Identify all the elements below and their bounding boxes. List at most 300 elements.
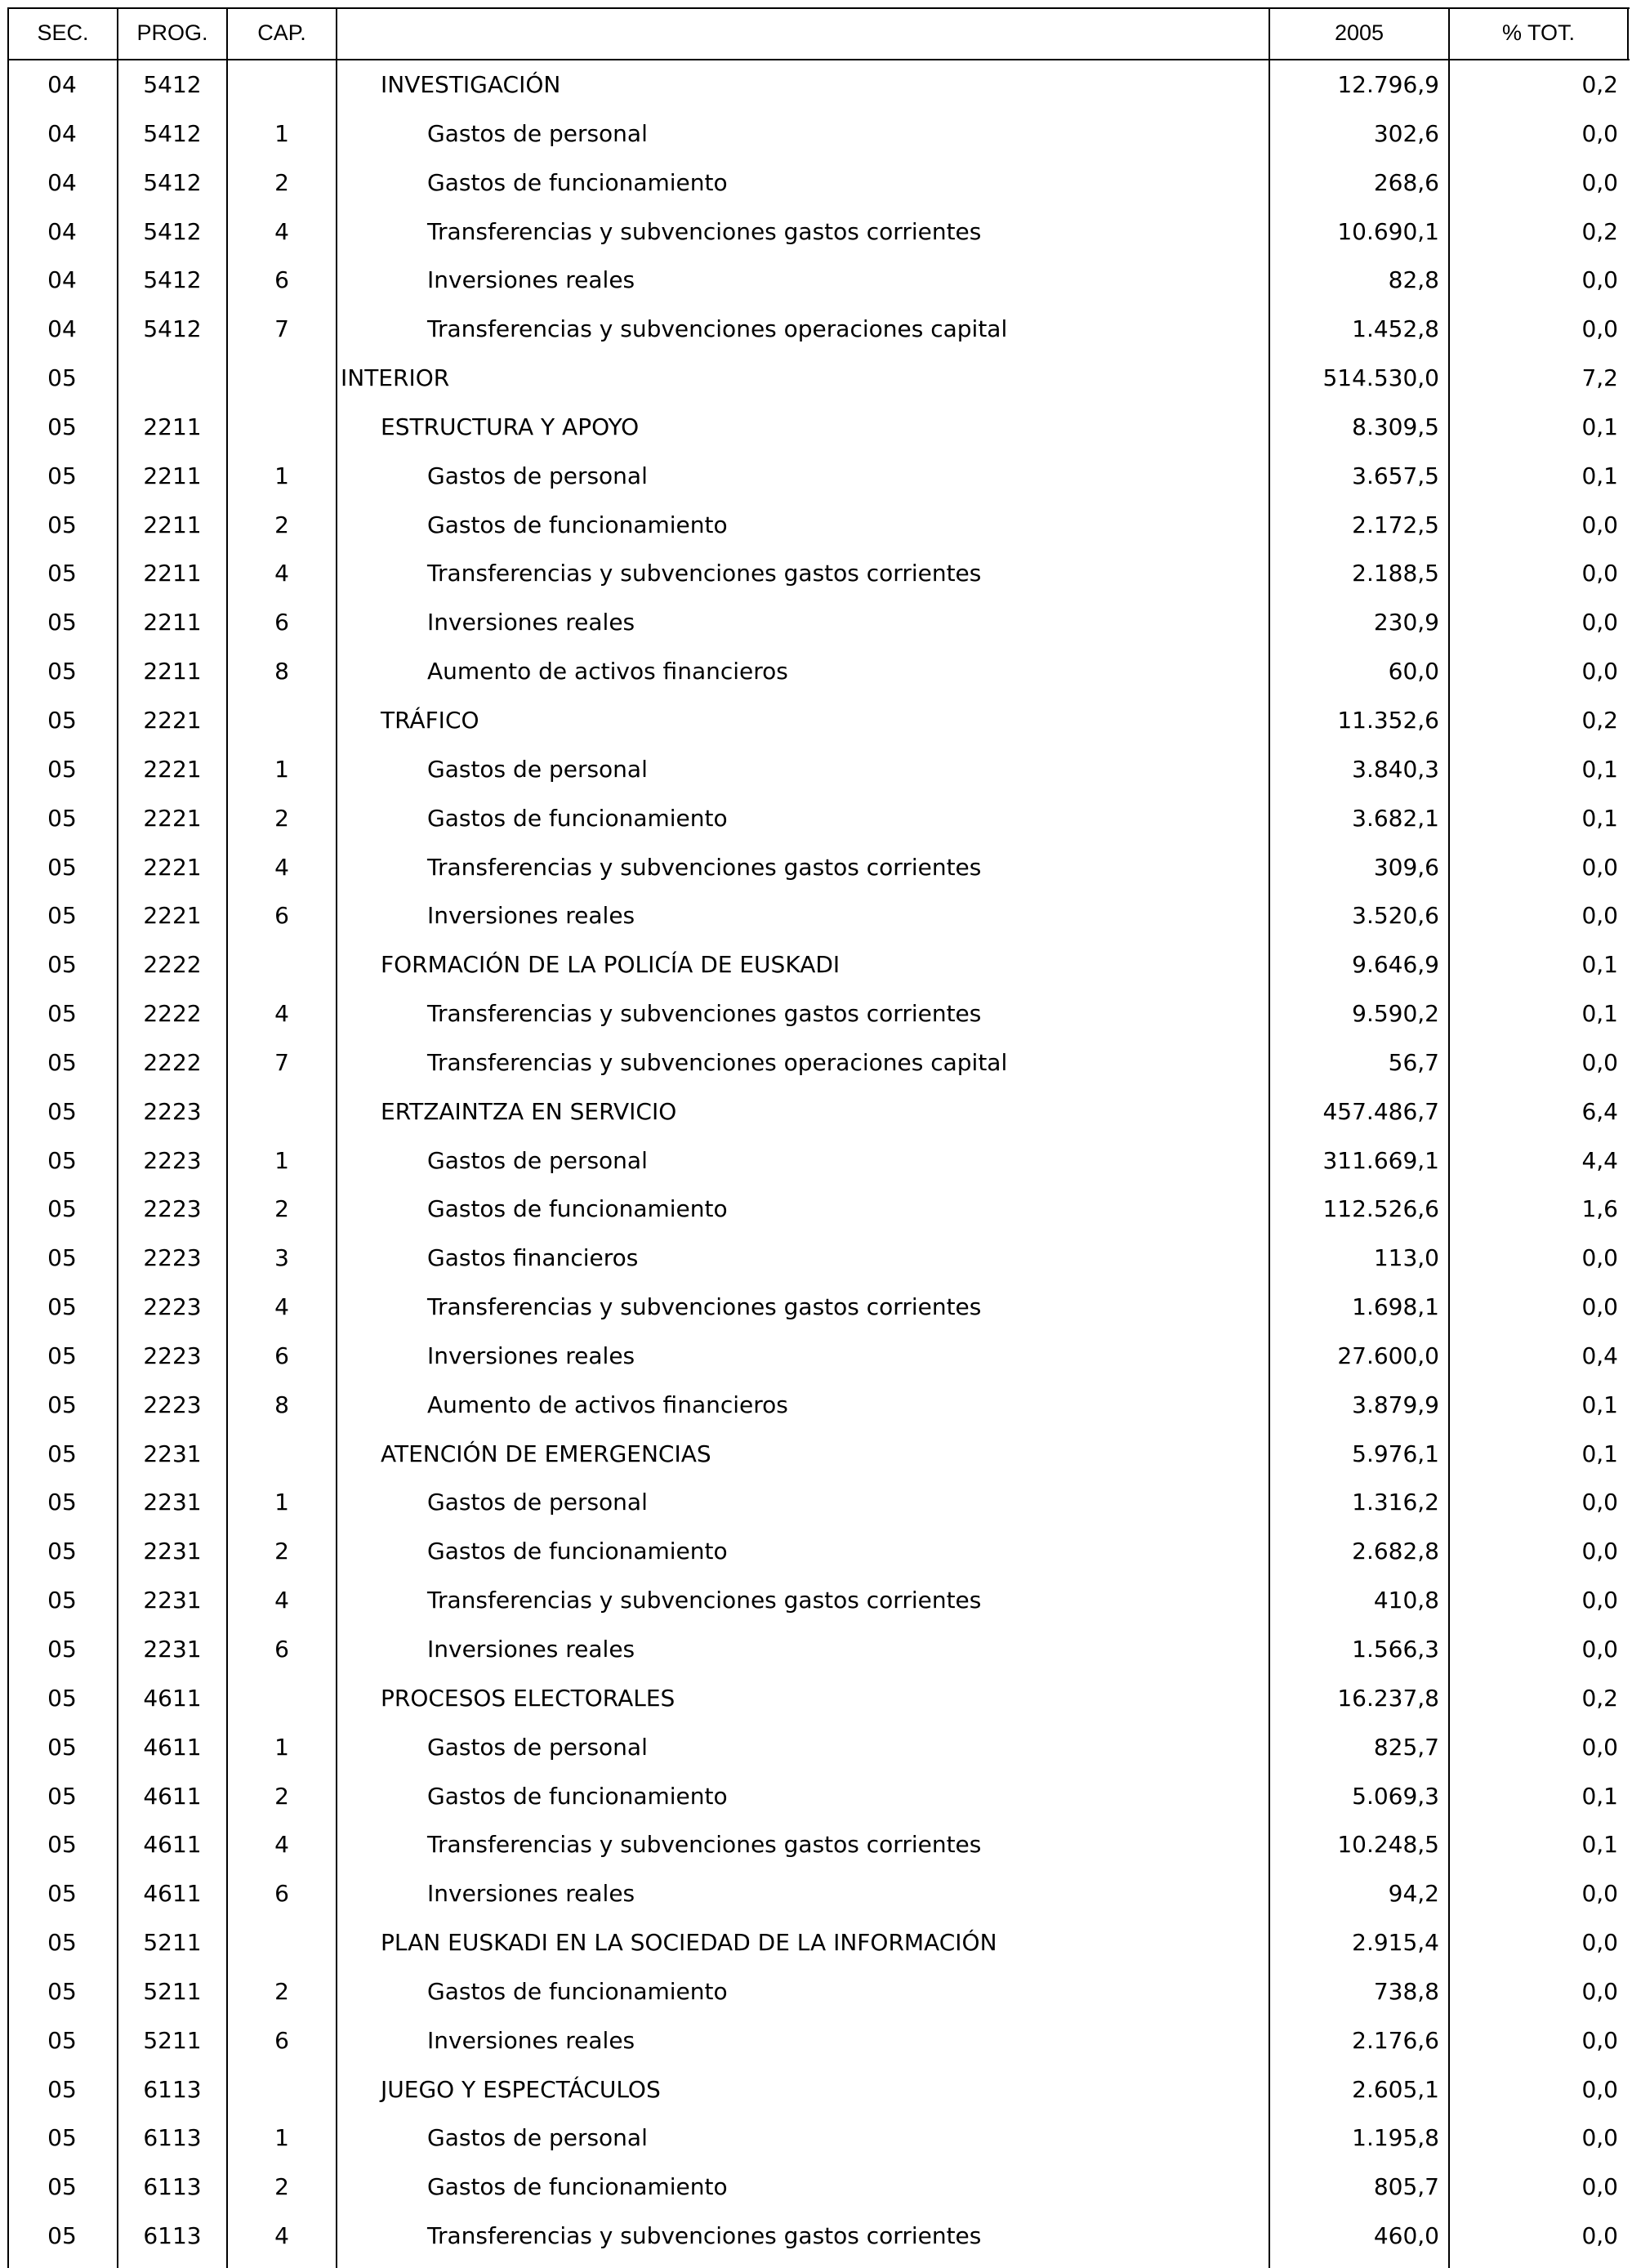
- cell-percent-total: 0,1: [1581, 1782, 1618, 1810]
- cell-description: Gastos de funcionamiento: [427, 804, 728, 832]
- cell-sec: 05: [47, 1977, 77, 2005]
- cell-amount-2005: 3.657,5: [1352, 462, 1439, 489]
- table-row: [7, 1918, 1630, 1967]
- cell-description: Gastos de personal: [427, 1733, 648, 1761]
- cell-prog: 2223: [143, 1391, 202, 1418]
- cell-prog: 2211: [143, 511, 202, 538]
- cell-cap: 7: [274, 1048, 289, 1076]
- cell-description: TRÁFICO: [381, 706, 479, 734]
- cell-cap: 6: [274, 1880, 289, 1908]
- cell-description: Transferencias y subvenciones operaciones capital: [427, 1048, 1008, 1076]
- cell-description: Transferencias y subvenciones gastos corrientes: [427, 217, 982, 245]
- cell-prog: 2221: [143, 902, 202, 930]
- cell-description: Gastos de funcionamiento: [427, 1538, 728, 1565]
- cell-sec: 05: [47, 2173, 77, 2201]
- cell-percent-total: 0,0: [1581, 2222, 1618, 2250]
- cell-sec: 05: [47, 462, 77, 489]
- cell-sec: 05: [47, 658, 77, 685]
- table-row: [7, 1283, 1630, 1332]
- cell-cap: 6: [274, 2026, 289, 2054]
- table-row: [7, 354, 1630, 403]
- table-row: [7, 1527, 1630, 1576]
- cell-sec: 05: [47, 560, 77, 587]
- cell-cap: 2: [274, 804, 289, 832]
- cell-description: Inversiones reales: [427, 266, 635, 294]
- cell-percent-total: 0,0: [1581, 560, 1618, 587]
- table-row: [7, 2163, 1630, 2212]
- cell-sec: 05: [47, 1831, 77, 1859]
- cell-cap: 1: [274, 1489, 289, 1516]
- cell-cap: 8: [274, 658, 289, 685]
- cell-description: INTERIOR: [341, 364, 450, 392]
- cell-sec: 05: [47, 1538, 77, 1565]
- cell-description: PROCESOS ELECTORALES: [381, 1684, 676, 1712]
- cell-prog: 2211: [143, 658, 202, 685]
- cell-prog: 2223: [143, 1097, 202, 1125]
- cell-percent-total: 0,0: [1581, 853, 1618, 881]
- cell-prog: 5211: [143, 1929, 202, 1957]
- cell-cap: [228, 1430, 336, 1479]
- cell-sec: 05: [47, 364, 77, 392]
- table-row: [7, 647, 1630, 696]
- cell-amount-2005: 3.879,9: [1352, 1391, 1439, 1418]
- cell-sec: 05: [47, 1391, 77, 1418]
- cell-prog: 2221: [143, 706, 202, 734]
- cell-percent-total: 0,0: [1581, 1048, 1618, 1076]
- cell-prog: 2223: [143, 1195, 202, 1223]
- budget-table: [7, 7, 1630, 2268]
- cell-prog: 5412: [143, 315, 202, 343]
- cell-amount-2005: 230,9: [1373, 609, 1439, 636]
- cell-amount-2005: 60,0: [1388, 658, 1439, 685]
- cell-sec: 05: [47, 1587, 77, 1614]
- cell-sec: 05: [47, 1929, 77, 1957]
- cell-description: Gastos de funcionamiento: [427, 168, 728, 196]
- table-row: [7, 1136, 1630, 1185]
- table-row: [7, 1869, 1630, 1918]
- cell-percent-total: 0,0: [1581, 1929, 1618, 1957]
- cell-cap: 1: [274, 2124, 289, 2152]
- cell-amount-2005: 2.176,6: [1352, 2026, 1439, 2054]
- cell-percent-total: 0,1: [1581, 755, 1618, 783]
- cell-prog: 2221: [143, 853, 202, 881]
- cell-sec: 05: [47, 1000, 77, 1028]
- table-row: [7, 940, 1630, 989]
- cell-amount-2005: 12.796,9: [1337, 71, 1439, 98]
- table-row: [7, 2212, 1630, 2261]
- cell-percent-total: 0,0: [1581, 658, 1618, 685]
- cell-percent-total: 0,0: [1581, 1489, 1618, 1516]
- cell-prog: 2222: [143, 951, 202, 979]
- cell-prog: 2231: [143, 1489, 202, 1516]
- cell-sec: 04: [47, 217, 77, 245]
- cell-description: Gastos de personal: [427, 1489, 648, 1516]
- cell-sec: 05: [47, 1048, 77, 1076]
- cell-amount-2005: 16.237,8: [1337, 1684, 1439, 1712]
- cell-cap: [228, 354, 336, 403]
- table-row: [7, 745, 1630, 794]
- cell-percent-total: 0,0: [1581, 2075, 1618, 2103]
- cell-percent-total: 0,0: [1581, 609, 1618, 636]
- cell-percent-total: 6,4: [1581, 1097, 1618, 1125]
- cell-description: Gastos de personal: [427, 1146, 648, 1174]
- cell-amount-2005: 10.248,5: [1337, 1831, 1439, 1859]
- cell-sec: 05: [47, 1489, 77, 1516]
- cell-percent-total: 0,1: [1581, 804, 1618, 832]
- cell-amount-2005: 56,7: [1388, 1048, 1439, 1076]
- cell-amount-2005: 9.646,9: [1352, 951, 1439, 979]
- cell-description: Gastos de funcionamiento: [427, 511, 728, 538]
- table-body: [7, 60, 1630, 2261]
- cell-percent-total: 0,1: [1581, 462, 1618, 489]
- cell-cap: [228, 1087, 336, 1136]
- cell-description: ESTRUCTURA Y APOYO: [381, 413, 640, 440]
- cell-cap: 4: [274, 560, 289, 587]
- cell-sec: 05: [47, 1097, 77, 1125]
- cell-amount-2005: 10.690,1: [1337, 217, 1439, 245]
- cell-cap: 6: [274, 609, 289, 636]
- cell-amount-2005: 9.590,2: [1352, 1000, 1439, 1028]
- cell-sec: 05: [47, 609, 77, 636]
- cell-description: Inversiones reales: [427, 1880, 635, 1908]
- table-row: [7, 696, 1630, 745]
- cell-description: Aumento de activos financieros: [427, 1391, 788, 1418]
- cell-sec: 05: [47, 1440, 77, 1467]
- cell-cap: 2: [274, 2173, 289, 2201]
- table-row: [7, 549, 1630, 598]
- cell-percent-total: 0,0: [1581, 1293, 1618, 1321]
- cell-amount-2005: 3.840,3: [1352, 755, 1439, 783]
- cell-cap: [228, 1674, 336, 1723]
- cell-prog: 2231: [143, 1440, 202, 1467]
- cell-description: Transferencias y subvenciones gastos corrientes: [427, 560, 982, 587]
- cell-description: PLAN EUSKADI EN LA SOCIEDAD DE LA INFORMACIÓN: [381, 1929, 997, 1957]
- cell-cap: [228, 403, 336, 452]
- cell-percent-total: 0,1: [1581, 413, 1618, 440]
- cell-prog: 4611: [143, 1831, 202, 1859]
- cell-cap: 6: [274, 1636, 289, 1663]
- cell-prog: 4611: [143, 1684, 202, 1712]
- cell-sec: 05: [47, 1293, 77, 1321]
- table-header: [7, 7, 1630, 59]
- cell-description: Transferencias y subvenciones gastos corrientes: [427, 1000, 982, 1028]
- cell-amount-2005: 805,7: [1373, 2173, 1439, 2201]
- cell-cap: [228, 696, 336, 745]
- header-prog: PROG.: [136, 20, 208, 45]
- cell-sec: 05: [47, 1782, 77, 1810]
- table-row: [7, 208, 1630, 257]
- cell-prog: 2211: [143, 560, 202, 587]
- cell-prog: 4611: [143, 1880, 202, 1908]
- cell-prog: 5412: [143, 217, 202, 245]
- table-row: [7, 1674, 1630, 1723]
- cell-cap: [228, 2065, 336, 2114]
- cell-prog: 4611: [143, 1782, 202, 1810]
- cell-amount-2005: 27.600,0: [1337, 1342, 1439, 1369]
- cell-percent-total: 0,1: [1581, 1391, 1618, 1418]
- cell-sec: 05: [47, 2222, 77, 2250]
- header-percent: % TOT.: [1501, 20, 1576, 45]
- cell-sec: 05: [47, 804, 77, 832]
- cell-amount-2005: 3.682,1: [1352, 804, 1439, 832]
- table-row: [7, 403, 1630, 452]
- table-row: [7, 2114, 1630, 2163]
- cell-amount-2005: 825,7: [1373, 1733, 1439, 1761]
- cell-sec: 04: [47, 71, 77, 98]
- cell-cap: 6: [274, 902, 289, 930]
- table-row: [7, 1478, 1630, 1527]
- cell-amount-2005: 8.309,5: [1352, 413, 1439, 440]
- cell-percent-total: 0,0: [1581, 902, 1618, 930]
- cell-amount-2005: 460,0: [1373, 2222, 1439, 2250]
- cell-percent-total: 0,0: [1581, 119, 1618, 147]
- cell-description: Inversiones reales: [427, 1636, 635, 1663]
- table-row: [7, 1967, 1630, 2016]
- cell-cap: 2: [274, 1782, 289, 1810]
- cell-percent-total: 0,0: [1581, 168, 1618, 196]
- cell-prog: 5412: [143, 71, 202, 98]
- cell-sec: 05: [47, 755, 77, 783]
- cell-description: Aumento de activos financieros: [427, 658, 788, 685]
- cell-sec: 05: [47, 2124, 77, 2152]
- cell-amount-2005: 457.486,7: [1322, 1097, 1439, 1125]
- cell-description: JUEGO Y ESPECTÁCULOS: [381, 2075, 661, 2103]
- table-row: [7, 1185, 1630, 1234]
- cell-percent-total: 0,0: [1581, 1636, 1618, 1663]
- cell-description: Gastos de personal: [427, 2124, 648, 2152]
- cell-amount-2005: 5.069,3: [1352, 1782, 1439, 1810]
- cell-prog: 6113: [143, 2075, 202, 2103]
- cell-amount-2005: 410,8: [1373, 1587, 1439, 1614]
- cell-prog: 2211: [143, 462, 202, 489]
- cell-percent-total: 4,4: [1581, 1146, 1618, 1174]
- cell-percent-total: 0,0: [1581, 1244, 1618, 1272]
- cell-sec: 05: [47, 1880, 77, 1908]
- cell-percent-total: 7,2: [1581, 364, 1618, 392]
- cell-percent-total: 0,0: [1581, 315, 1618, 343]
- cell-description: Inversiones reales: [427, 2026, 635, 2054]
- table-row: [7, 60, 1630, 109]
- cell-prog: 6113: [143, 2124, 202, 2152]
- cell-cap: 4: [274, 2222, 289, 2250]
- cell-cap: 7: [274, 315, 289, 343]
- table-row: [7, 501, 1630, 550]
- cell-percent-total: 0,0: [1581, 1587, 1618, 1614]
- cell-amount-2005: 302,6: [1373, 119, 1439, 147]
- cell-percent-total: 0,0: [1581, 1733, 1618, 1761]
- cell-sec: 05: [47, 1195, 77, 1223]
- table-row: [7, 2016, 1630, 2065]
- table-row: [7, 1332, 1630, 1381]
- cell-amount-2005: 3.520,6: [1352, 902, 1439, 930]
- cell-amount-2005: 112.526,6: [1322, 1195, 1439, 1223]
- cell-percent-total: 0,1: [1581, 951, 1618, 979]
- cell-cap: 8: [274, 1391, 289, 1418]
- cell-description: Inversiones reales: [427, 609, 635, 636]
- cell-percent-total: 0,2: [1581, 71, 1618, 98]
- header-sec: SEC.: [37, 20, 89, 45]
- table-row: [7, 1381, 1630, 1430]
- cell-percent-total: 0,0: [1581, 511, 1618, 538]
- cell-sec: 05: [47, 853, 77, 881]
- cell-sec: 05: [47, 951, 77, 979]
- cell-amount-2005: 113,0: [1373, 1244, 1439, 1272]
- cell-amount-2005: 1.195,8: [1352, 2124, 1439, 2152]
- cell-prog: 5412: [143, 168, 202, 196]
- cell-cap: 4: [274, 1293, 289, 1321]
- cell-percent-total: 0,1: [1581, 1440, 1618, 1467]
- cell-cap: 2: [274, 1538, 289, 1565]
- cell-description: INVESTIGACIÓN: [381, 71, 561, 98]
- cell-prog: 2211: [143, 413, 202, 440]
- cell-sec: 05: [47, 902, 77, 930]
- table-row: [7, 1038, 1630, 1087]
- table-row: [7, 891, 1630, 940]
- cell-prog: 2231: [143, 1538, 202, 1565]
- cell-percent-total: 0,0: [1581, 2124, 1618, 2152]
- header-description: [337, 7, 1269, 59]
- cell-description: Gastos de funcionamiento: [427, 1782, 728, 1810]
- cell-cap: 6: [274, 266, 289, 294]
- cell-percent-total: 0,0: [1581, 2026, 1618, 2054]
- cell-sec: 05: [47, 2026, 77, 2054]
- cell-percent-total: 0,0: [1581, 1880, 1618, 1908]
- cell-sec: 05: [47, 1244, 77, 1272]
- cell-sec: 05: [47, 1733, 77, 1761]
- cell-description: Gastos de personal: [427, 119, 648, 147]
- table-row: [7, 1723, 1630, 1772]
- cell-cap: 2: [274, 1977, 289, 2005]
- cell-prog: 5412: [143, 266, 202, 294]
- table-row: [7, 452, 1630, 501]
- cell-sec: 04: [47, 168, 77, 196]
- cell-cap: 4: [274, 1831, 289, 1859]
- table-row: [7, 794, 1630, 843]
- cell-prog: 6113: [143, 2173, 202, 2201]
- cell-description: ATENCIÓN DE EMERGENCIAS: [381, 1440, 711, 1467]
- table-row: [7, 1625, 1630, 1674]
- header-year: 2005: [1334, 20, 1385, 45]
- cell-cap: 4: [274, 1000, 289, 1028]
- cell-percent-total: 0,0: [1581, 2173, 1618, 2201]
- cell-amount-2005: 2.172,5: [1352, 511, 1439, 538]
- table-row: [7, 843, 1630, 892]
- cell-sec: 05: [47, 511, 77, 538]
- cell-description: Transferencias y subvenciones gastos corrientes: [427, 2222, 982, 2250]
- cell-percent-total: 0,2: [1581, 217, 1618, 245]
- cell-amount-2005: 2.682,8: [1352, 1538, 1439, 1565]
- table-row: [7, 1576, 1630, 1625]
- cell-prog: 2222: [143, 1000, 202, 1028]
- cell-prog: 2223: [143, 1342, 202, 1369]
- cell-percent-total: 0,4: [1581, 1342, 1618, 1369]
- cell-percent-total: 0,0: [1581, 1977, 1618, 2005]
- cell-amount-2005: 2.915,4: [1352, 1929, 1439, 1957]
- cell-percent-total: 0,0: [1581, 266, 1618, 294]
- cell-sec: 04: [47, 315, 77, 343]
- cell-description: Transferencias y subvenciones gastos corrientes: [427, 1293, 982, 1321]
- cell-prog: 2223: [143, 1293, 202, 1321]
- cell-amount-2005: 1.452,8: [1352, 315, 1439, 343]
- cell-amount-2005: 268,6: [1373, 168, 1439, 196]
- table-row: [7, 1820, 1630, 1869]
- table-row: [7, 305, 1630, 354]
- table-row: [7, 109, 1630, 158]
- cell-description: Gastos de personal: [427, 755, 648, 783]
- cell-sec: 04: [47, 119, 77, 147]
- cell-amount-2005: 5.976,1: [1352, 1440, 1439, 1467]
- cell-amount-2005: 309,6: [1373, 853, 1439, 881]
- cell-prog: 2223: [143, 1146, 202, 1174]
- cell-amount-2005: 1.698,1: [1352, 1293, 1439, 1321]
- table-row: [7, 1087, 1630, 1136]
- cell-description: Gastos de funcionamiento: [427, 1977, 728, 2005]
- table-row: [7, 256, 1630, 305]
- cell-amount-2005: 311.669,1: [1322, 1146, 1439, 1174]
- cell-prog: 5211: [143, 1977, 202, 2005]
- cell-prog: 6113: [143, 2222, 202, 2250]
- cell-percent-total: 1,6: [1581, 1195, 1618, 1223]
- cell-prog: 2222: [143, 1048, 202, 1076]
- cell-cap: 3: [274, 1244, 289, 1272]
- table-row: [7, 1430, 1630, 1479]
- cell-prog: [118, 354, 226, 403]
- table-row: [7, 989, 1630, 1038]
- table-row: [7, 1772, 1630, 1821]
- cell-cap: 2: [274, 168, 289, 196]
- cell-cap: [228, 940, 336, 989]
- cell-sec: 05: [47, 1146, 77, 1174]
- cell-description: ERTZAINTZA EN SERVICIO: [381, 1097, 677, 1125]
- cell-amount-2005: 2.188,5: [1352, 560, 1439, 587]
- cell-prog: 5412: [143, 119, 202, 147]
- cell-description: Gastos de funcionamiento: [427, 1195, 728, 1223]
- cell-percent-total: 0,2: [1581, 706, 1618, 734]
- cell-cap: 1: [274, 119, 289, 147]
- header-cap: CAP.: [257, 20, 306, 45]
- cell-amount-2005: 82,8: [1388, 266, 1439, 294]
- cell-sec: 05: [47, 1342, 77, 1369]
- cell-sec: 05: [47, 706, 77, 734]
- cell-sec: 05: [47, 1684, 77, 1712]
- table-row: [7, 158, 1630, 208]
- cell-description: Transferencias y subvenciones gastos corrientes: [427, 853, 982, 881]
- cell-sec: 05: [47, 413, 77, 440]
- cell-prog: 2221: [143, 804, 202, 832]
- cell-description: Gastos de personal: [427, 462, 648, 489]
- cell-cap: 2: [274, 511, 289, 538]
- cell-cap: [228, 1918, 336, 1967]
- cell-cap: 4: [274, 853, 289, 881]
- cell-prog: 4611: [143, 1733, 202, 1761]
- cell-cap: 4: [274, 1587, 289, 1614]
- cell-description: Gastos financieros: [427, 1244, 639, 1272]
- cell-description: Inversiones reales: [427, 902, 635, 930]
- cell-prog: 2223: [143, 1244, 202, 1272]
- cell-description: Transferencias y subvenciones gastos corrientes: [427, 1587, 982, 1614]
- table-row: [7, 1234, 1630, 1283]
- cell-description: Transferencias y subvenciones gastos corrientes: [427, 1831, 982, 1859]
- cell-percent-total: 0,1: [1581, 1831, 1618, 1859]
- cell-cap: [228, 60, 336, 109]
- cell-amount-2005: 2.605,1: [1352, 2075, 1439, 2103]
- cell-cap: 4: [274, 217, 289, 245]
- cell-percent-total: 0,2: [1581, 1684, 1618, 1712]
- cell-amount-2005: 11.352,6: [1337, 706, 1439, 734]
- cell-cap: 2: [274, 1195, 289, 1223]
- table-row: [7, 598, 1630, 647]
- cell-cap: 1: [274, 462, 289, 489]
